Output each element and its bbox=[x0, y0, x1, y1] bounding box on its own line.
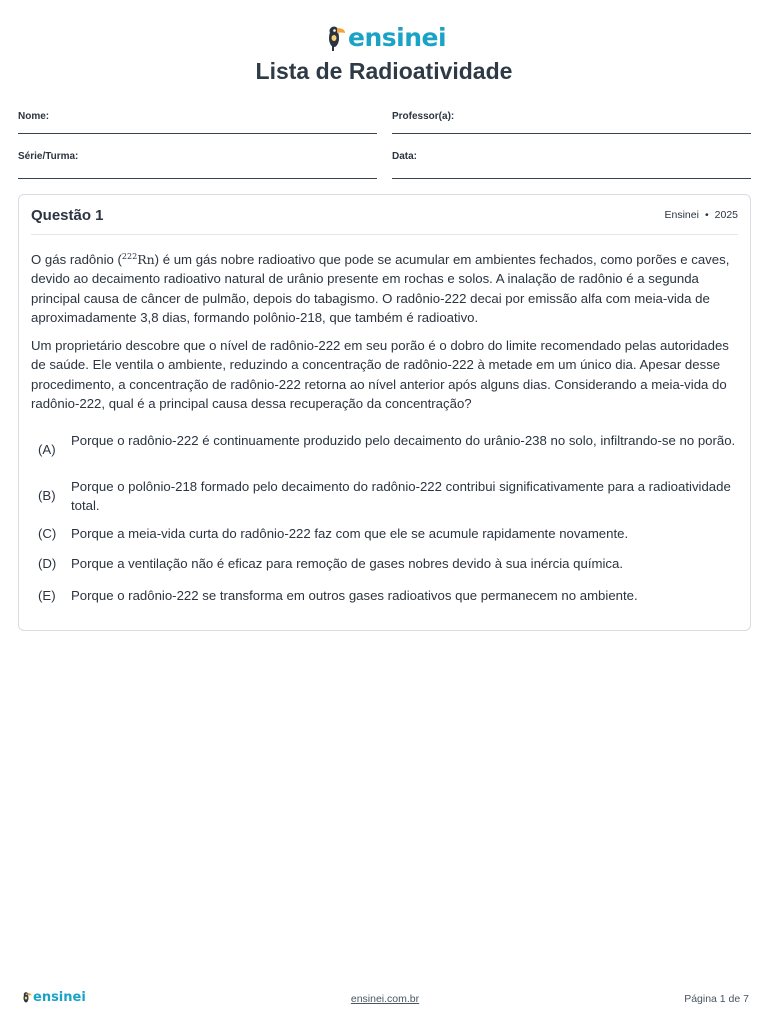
question-source: Ensinei bbox=[664, 209, 699, 221]
option-text: Porque o polônio-218 formado pelo decaimento do radônio-222 contribui significativamente para a radioatividade total. bbox=[71, 479, 731, 514]
question-year: 2025 bbox=[714, 209, 738, 221]
page-number: Página 1 de 7 bbox=[684, 993, 749, 1005]
option-letter: (E) bbox=[38, 588, 56, 603]
option-letter: (D) bbox=[38, 556, 57, 571]
option-text: Porque a meia-vida curta do radônio-222 faz com que ele se acumule rapidamente novamente. bbox=[71, 526, 629, 541]
option-letter: (A) bbox=[38, 442, 56, 457]
name-field[interactable] bbox=[18, 106, 377, 134]
isotope-mass: 222 bbox=[121, 252, 138, 261]
option-text: Porque o radônio-222 se transforma em outros gases radioativos que permanecem no ambiente. bbox=[71, 588, 638, 603]
question-card bbox=[18, 194, 751, 631]
isotope-notation bbox=[122, 252, 155, 267]
isotope-symbol: Rn bbox=[137, 252, 155, 267]
question-header bbox=[31, 207, 738, 235]
teacher-label: Professor(a): bbox=[392, 111, 455, 122]
p1-after: ) é um gás nobre radioativo que pode se acumular em ambientes fechados, como porões e caves, devido ao decaimento radioativo natural de urânio presente em rochas e solos. A inalação de radônio é a segunda principal causa de câncer de pulmão, depois do tabagismo. O radônio-222 decai por emissão alfa com meia-vida de aproximadamente 3,8 dias, formando polônio-218, que também é radioativo. bbox=[31, 252, 730, 326]
question-meta bbox=[665, 209, 739, 221]
date-label: Data: bbox=[392, 151, 418, 162]
option-letter: (B) bbox=[38, 488, 56, 503]
brand-wordmark: ensinei bbox=[348, 22, 447, 52]
toucan-icon bbox=[326, 22, 346, 52]
name-label: Nome: bbox=[18, 111, 50, 122]
brand-logo bbox=[326, 20, 446, 54]
option-letter: (C) bbox=[38, 526, 57, 541]
date-field[interactable] bbox=[392, 146, 751, 179]
separator-dot: • bbox=[704, 209, 709, 221]
footer-wordmark: ensinei bbox=[33, 989, 86, 1005]
option-text: Porque a ventilação não é eficaz para remoção de gases nobres devido à sua inércia química. bbox=[71, 556, 624, 571]
class-field[interactable] bbox=[18, 146, 377, 179]
class-label: Série/Turma: bbox=[18, 151, 79, 162]
teacher-field[interactable] bbox=[392, 106, 751, 134]
question-paragraph-1 bbox=[31, 247, 743, 328]
question-title: Questão 1 bbox=[31, 207, 104, 224]
footer-link[interactable]: ensinei.com.br bbox=[350, 993, 420, 1005]
page-title: Lista de Radioatividade bbox=[255, 58, 513, 84]
question-paragraph-2: Um proprietário descobre que o nível de radônio-222 em seu porão é o dobro do limite recomendado pelas autoridades de saúde. Ele ventila o ambiente, reduzindo a concentração de radônio-222 à metade em um único dia. Apesar desse procedimento, a concentração de radônio-222 retorna ao nível anterior após alguns dias. Considerando a meia-vida do radônio-222, qual é a principal causa dessa recuperação da concentração? bbox=[31, 338, 729, 412]
option-text: Porque o radônio-222 é continuamente produzido pelo decaimento do urânio-238 no solo, infiltrando-se no porão. bbox=[71, 433, 736, 448]
p1-before: O gás radônio ( bbox=[31, 252, 122, 267]
